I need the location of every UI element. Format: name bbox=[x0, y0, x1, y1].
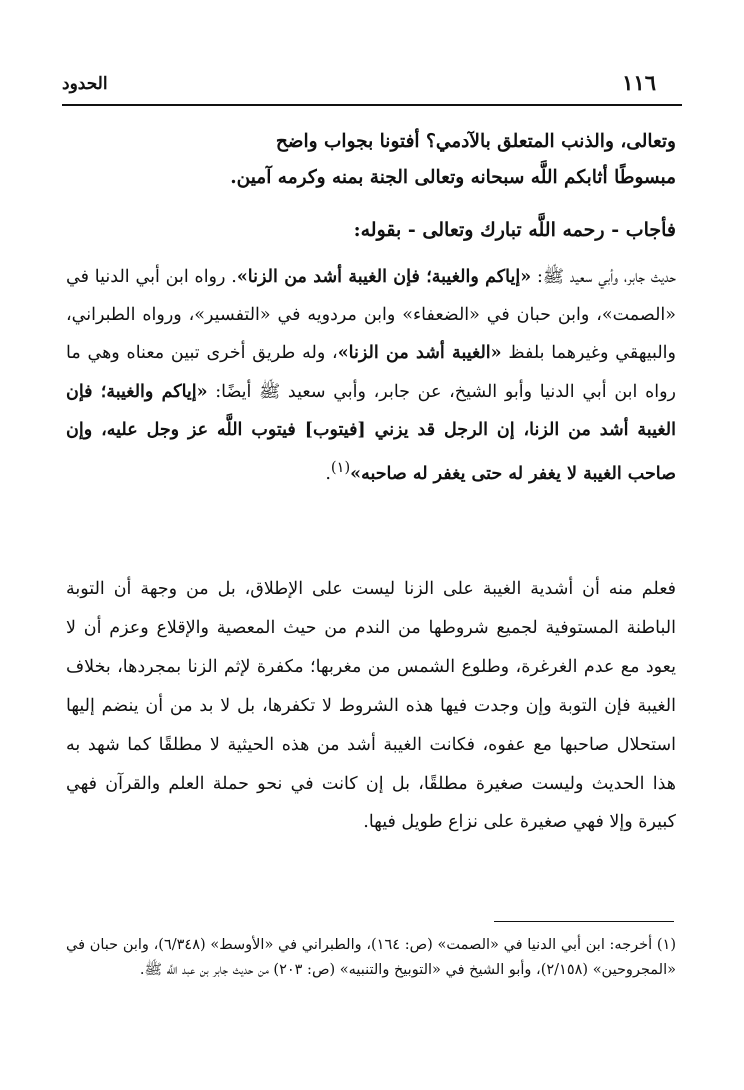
question-text bbox=[66, 124, 676, 196]
header-rule bbox=[62, 104, 682, 106]
hadith-intro: حديث جابر، وأبي سعيد ﷺ: bbox=[531, 267, 676, 287]
paragraph-commentary: فعلم منه أن أشدية الغيبة على الزنا ليست على الإطلاق، بل من وجهة أن التوبة الباطنة المستوفية لجميع شروطها من الندم من حيث المعصية والإقلاع وعزم أن لا يعود مع عدم الغرغرة، وطلوع الشمس من مغربها؛ مكفرة لإثم الزنا بمجردها، بخلاف الغيبة فإن التوبة وإن وجدت فيها هذه الشروط لا تكفرها، بل لا بد من أن ينضم إليها استحلال صاحبها مع عفوه، فكانت الغيبة أشد من هذه الحيثية لا مطلقًا كما شهد به هذا الحديث وليست صغيرة مطلقًا، بل إن كانت في نحو حملة العلم والقرآن فهي كبيرة وإلا فهي صغيرة على نزاع طويل فيها. bbox=[66, 579, 676, 833]
running-title: الحدود bbox=[62, 74, 108, 94]
hadith-variant: «الغيبة أشد من الزنا» bbox=[337, 343, 502, 364]
hadith-quote: «إياكم والغيبة؛ فإن الغيبة أشد من الزنا» bbox=[236, 267, 532, 287]
hadith-second-chain: ، وله طريق أخرى تبين معناه وهي ما رواه ابن أبي الدنيا وأبو الشيخ، عن جابر، وأبي سعيد ﷺ أيضًا: bbox=[66, 343, 677, 402]
question-line: وتعالى، والذنب المتعلق بالآدمي؟ أفتونا بجواب واضح bbox=[275, 131, 676, 152]
page-number: ١١٦ bbox=[622, 70, 656, 95]
paragraph-end: . bbox=[325, 463, 331, 484]
hadith-sources: . رواه ابن أبي الدنيا في «الصمت»، وابن حبان في «الضعفاء» وابن مردويه في «التفسير»، ورواه الطبراني، والبيهقي وغيرهما بلفظ bbox=[66, 267, 676, 364]
footnote-rule bbox=[494, 921, 674, 922]
footnote-marker: (١) bbox=[330, 459, 351, 477]
answer-intro: فأجاب - رحمه اللَّه تبارك وتعالى - بقوله: bbox=[353, 219, 676, 241]
hadith-full-quote: «إياكم والغيبة؛ فإن الغيبة أشد من الزنا، إن الرجل قد يزني [فيتوب] فيتوب اللَّه عز وجل عليه، وإن صاحب الغيبة لا يغفر له حتى يغفر له صاحبه» bbox=[66, 381, 676, 484]
paragraph-hadith bbox=[66, 258, 676, 493]
question-line: مبسوطًا أثابكم اللَّه سبحانه وتعالى الجنة بمنه وكرمه آمين. bbox=[230, 167, 676, 188]
footnote-text: (١) أخرجه: ابن أبي الدنيا في «الصمت» (ص: ١٦٤)، والطبراني في «الأوسط» (٦/٣٤٨)، وابن حبان في «المجروحين» (٢/١٥٨)، وأبو الشيخ في «التوبيخ والتنبيه» (ص: ٢٠٣) من حديث جابر بن عبد اللَّه ﷺ. bbox=[66, 937, 676, 978]
